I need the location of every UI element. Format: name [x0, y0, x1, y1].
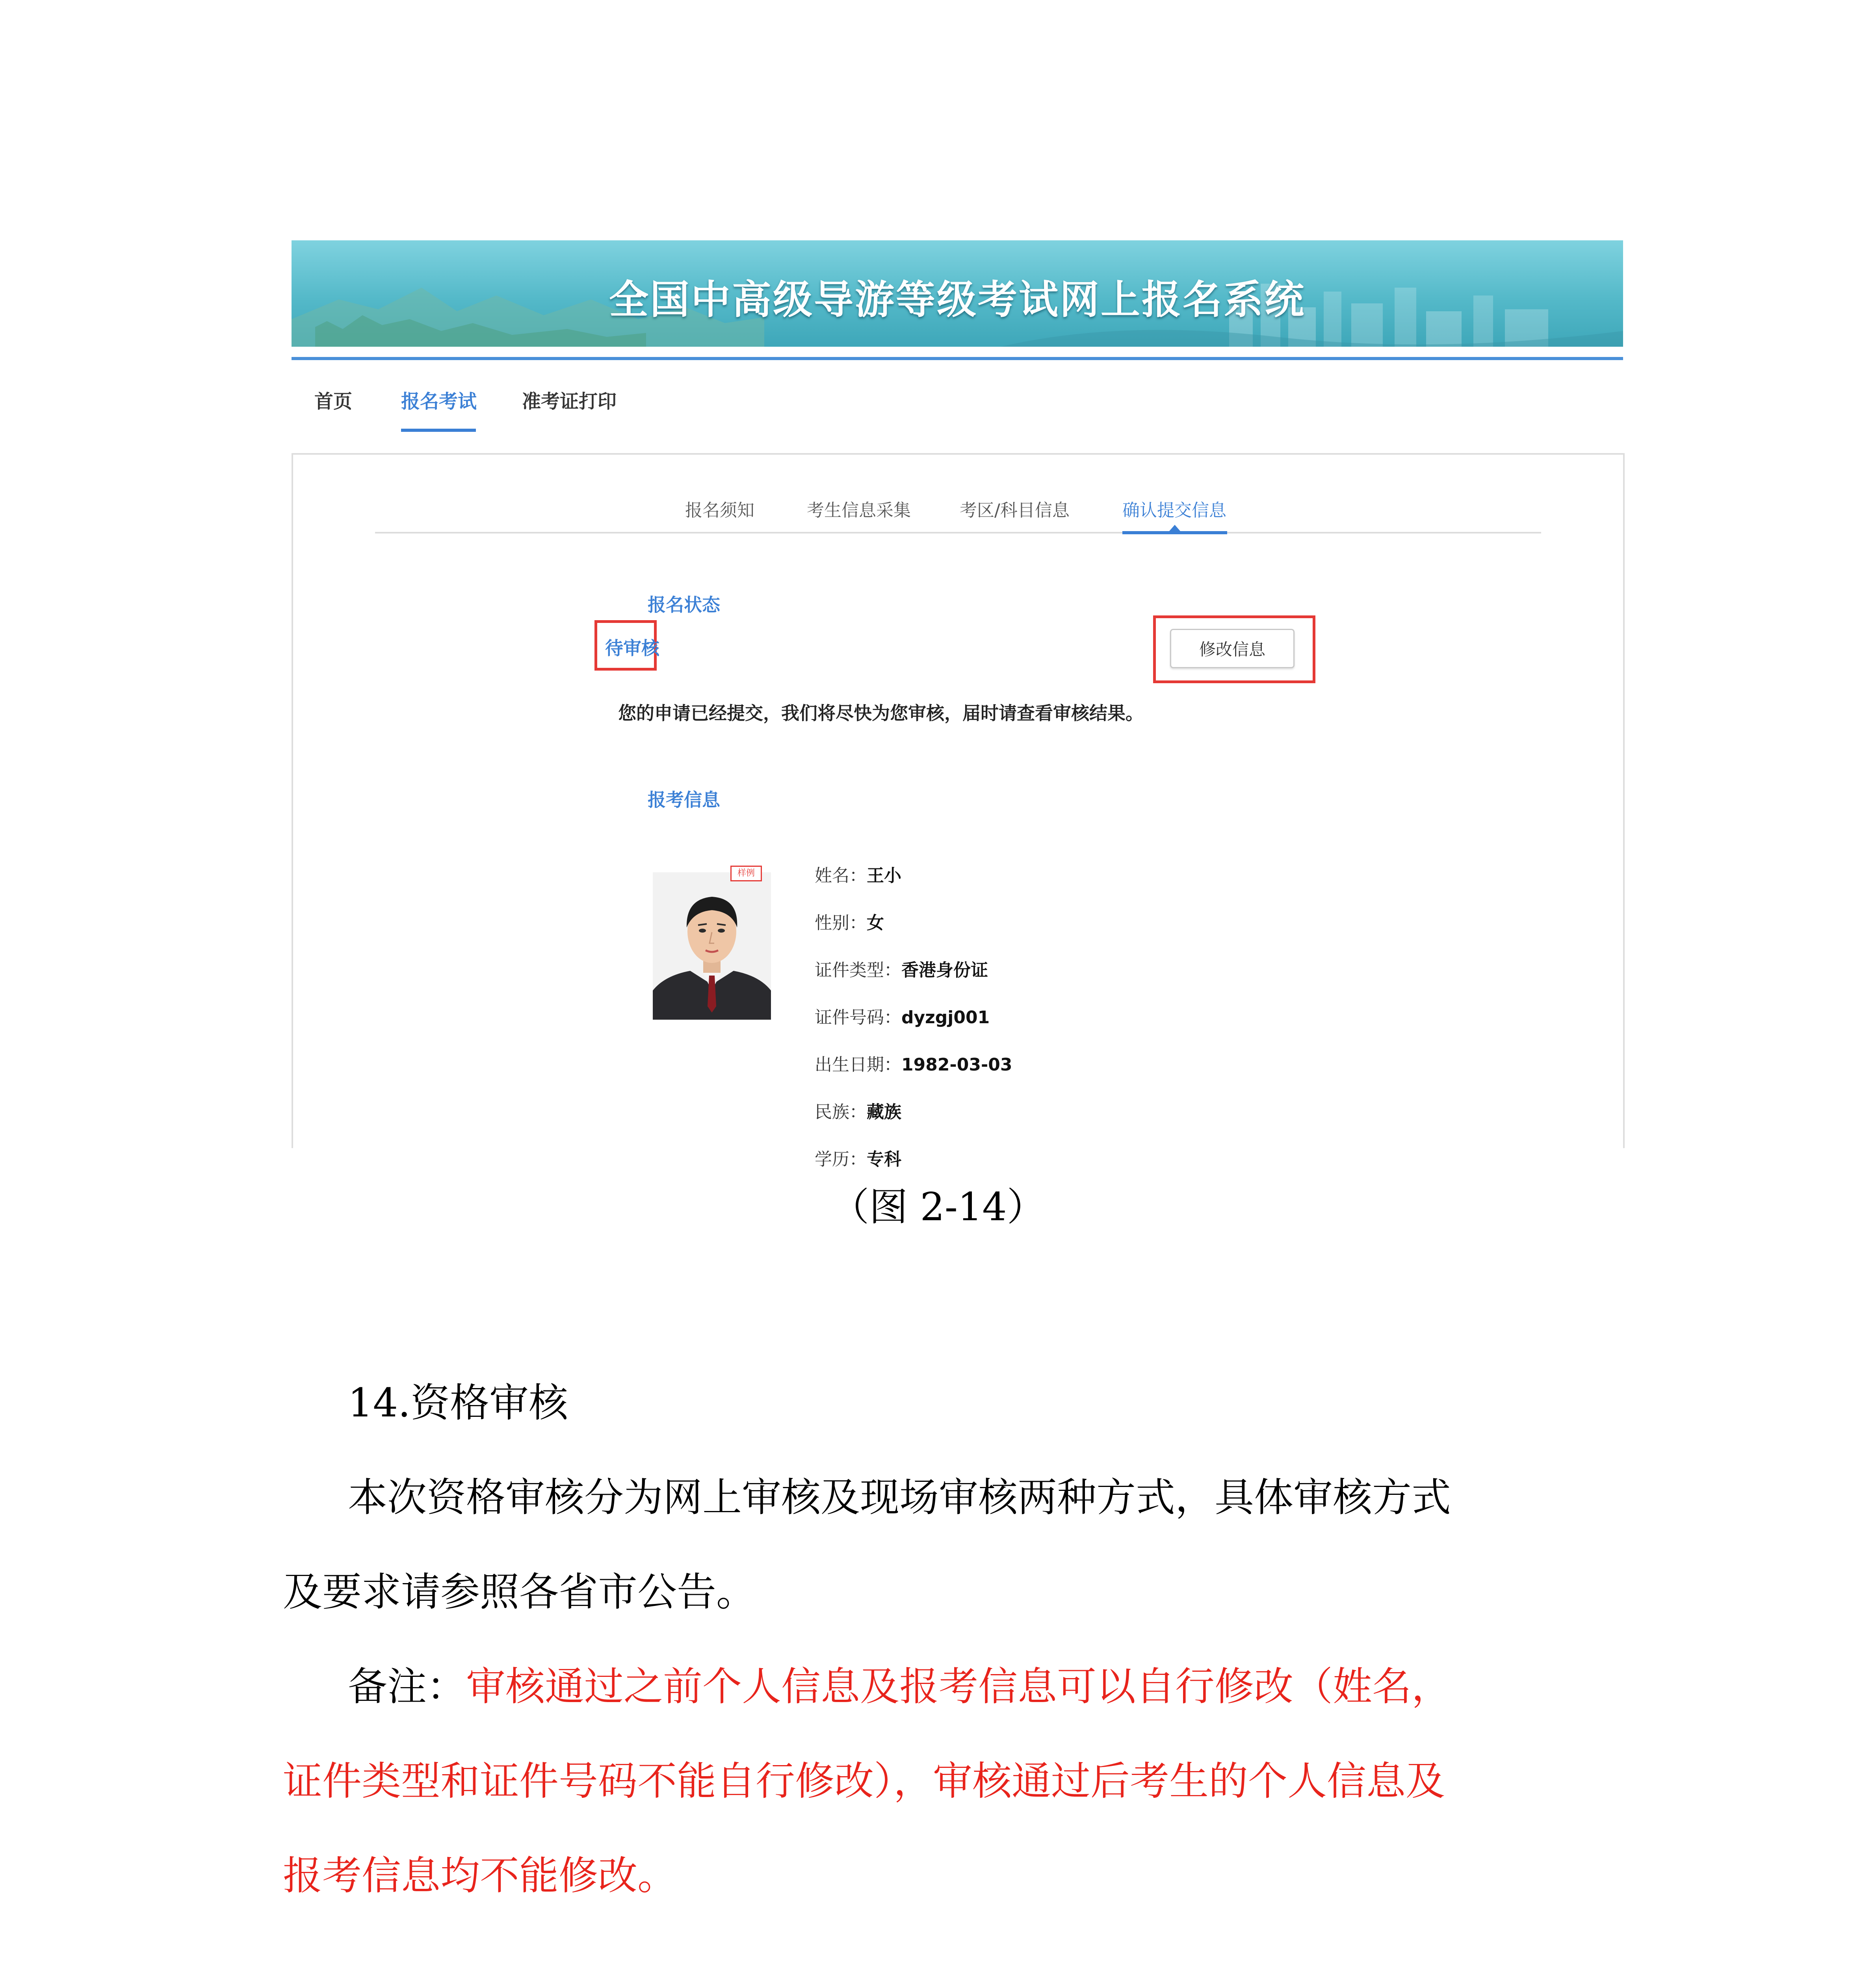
- info-row-id-number: [815, 1003, 990, 1028]
- banner-title: 全国中高级导游等级考试网上报名系统: [609, 277, 1306, 323]
- status-value: 待审核: [605, 637, 659, 659]
- step-tabs-divider: [375, 532, 1541, 533]
- candidate-photo: [653, 872, 771, 1020]
- nav-home[interactable]: 首页: [314, 390, 353, 413]
- info-label: 学历：: [815, 1149, 867, 1169]
- nav-admission-ticket-print[interactable]: 准考证打印: [522, 390, 617, 413]
- info-row-birth-date: [815, 1050, 1012, 1076]
- info-row-ethnicity: [815, 1098, 901, 1123]
- nav-register-exam[interactable]: 报名考试: [401, 390, 477, 413]
- step-active-indicator: [1122, 531, 1227, 534]
- nav-active-indicator: [401, 429, 476, 432]
- note-line-2: 证件类型和证件号码不能自行修改），审核通过后考生的个人信息及: [283, 1758, 1445, 1804]
- info-label: 出生日期：: [815, 1055, 901, 1075]
- info-value: 藏族: [867, 1102, 901, 1122]
- section-14-heading: 14.资格审核: [348, 1380, 568, 1426]
- modify-info-button[interactable]: 修改信息: [1170, 629, 1295, 668]
- step-active-caret-icon: [1169, 525, 1180, 531]
- info-label: 证件类型：: [815, 960, 901, 980]
- header-banner: [292, 240, 1623, 347]
- step-tab-candidate-info[interactable]: 考生信息采集: [807, 500, 911, 520]
- submission-notice: 您的申请已经提交，我们将尽快为您审核，届时请查看审核结果。: [618, 703, 1144, 724]
- step-tab-area-subject[interactable]: 考区/科目信息: [960, 500, 1070, 520]
- status-section-title: 报名状态: [648, 594, 720, 615]
- top-navigation: [292, 360, 1623, 443]
- info-value: 专科: [867, 1149, 901, 1169]
- note-label: 备注：: [348, 1663, 466, 1710]
- sample-stamp: 样例: [730, 866, 762, 881]
- info-label: 性别：: [815, 913, 867, 933]
- info-value: 香港身份证: [901, 960, 988, 980]
- portrait-image: [653, 872, 771, 1020]
- system-screenshot: [292, 240, 1623, 1169]
- info-value: 女: [867, 913, 884, 933]
- figure-caption: （图 2-14）: [830, 1185, 1046, 1230]
- section-14-paragraph-line-2: 及要求请参照各省市公告。: [283, 1569, 756, 1615]
- info-row-id-type: [815, 956, 988, 981]
- banner-divider: [292, 357, 1623, 360]
- info-label: 姓名：: [815, 866, 867, 886]
- info-row-gender: [815, 909, 884, 934]
- registration-panel: [292, 453, 1625, 1169]
- note-line-3: 报考信息均不能修改。: [283, 1853, 677, 1899]
- info-value: dyzgj001: [901, 1007, 990, 1028]
- info-label: 民族：: [815, 1102, 867, 1122]
- info-label: 证件号码：: [815, 1007, 901, 1028]
- step-tab-confirm-submit[interactable]: 确认提交信息: [1122, 500, 1226, 520]
- step-tab-notice[interactable]: 报名须知: [685, 500, 754, 520]
- note-line-1: [348, 1655, 1451, 1712]
- info-row-name: [815, 861, 901, 886]
- info-value: 王小: [867, 866, 901, 886]
- info-section-title: 报考信息: [648, 789, 720, 810]
- section-14-paragraph-line-1: 本次资格审核分为网上审核及现场审核两种方式，具体审核方式: [348, 1474, 1451, 1520]
- info-row-education: [815, 1145, 901, 1170]
- note-text: 审核通过之前个人信息及报考信息可以自行修改（姓名，: [466, 1663, 1451, 1710]
- info-value: 1982-03-03: [901, 1055, 1012, 1075]
